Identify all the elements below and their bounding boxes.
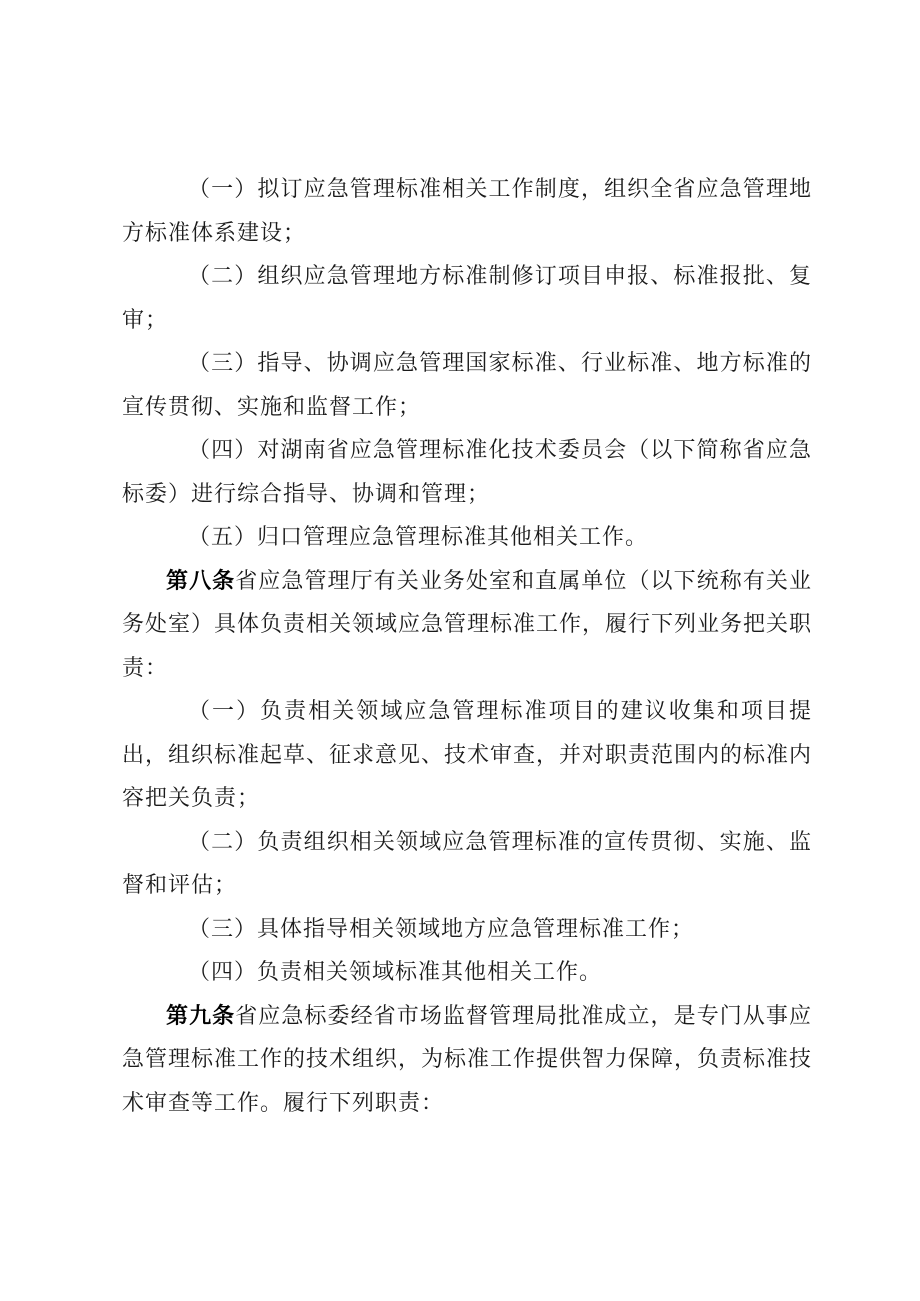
article-8-text: 省应急管理厅有关业务处室和直属单位（以下统称有关业务处室）具体负责相关领域应急管理标准工作，履行下列业务把关职责： — [122, 568, 813, 681]
article-8-heading: 第八条 — [166, 568, 236, 594]
article-9-text: 省应急标委经省市场监督管理局批准成立，是专门从事应急管理标准工作的技术组织，为标准工作提供智力保障，负责标准技术审查等工作。履行下列职责： — [122, 1003, 813, 1116]
article-9-heading: 第九条 — [166, 1003, 236, 1029]
paragraph-item-5: （五）归口管理应急管理标准其他相关工作。 — [188, 525, 649, 550]
paragraph-item-3: （三）指导、协调应急管理国家标准、行业标准、地方标准的宣传贯彻、实施和监督工作； — [122, 351, 812, 420]
document-body — [122, 168, 812, 1125]
paragraph-item-2: （二）组织应急管理地方标准制修订项目申报、标准报批、复审； — [122, 264, 812, 333]
paragraph-item-4: （四）对湖南省应急管理标准化技术委员会（以下简称省应急标委）进行综合指导、协调和管理； — [122, 438, 812, 507]
article-8-item-1: （一）负责相关领域应急管理标准项目的建议收集和项目提出，组织标准起草、征求意见、技术审查，并对职责范围内的标准内容把关负责； — [122, 699, 813, 811]
article-8-item-2: （二）负责组织相关领域应急管理标准的宣传贯彻、实施、监督和评估； — [122, 829, 812, 898]
article-8-item-4: （四）负责相关领域标准其他相关工作。 — [188, 960, 603, 985]
article-8-item-3: （三）具体指导相关领域地方应急管理标准工作； — [188, 916, 695, 942]
article-9 — [122, 995, 812, 1126]
article-8 — [122, 560, 812, 691]
paragraph-item-1: （一）拟订应急管理标准相关工作制度，组织全省应急管理地方标准体系建设； — [122, 177, 812, 246]
